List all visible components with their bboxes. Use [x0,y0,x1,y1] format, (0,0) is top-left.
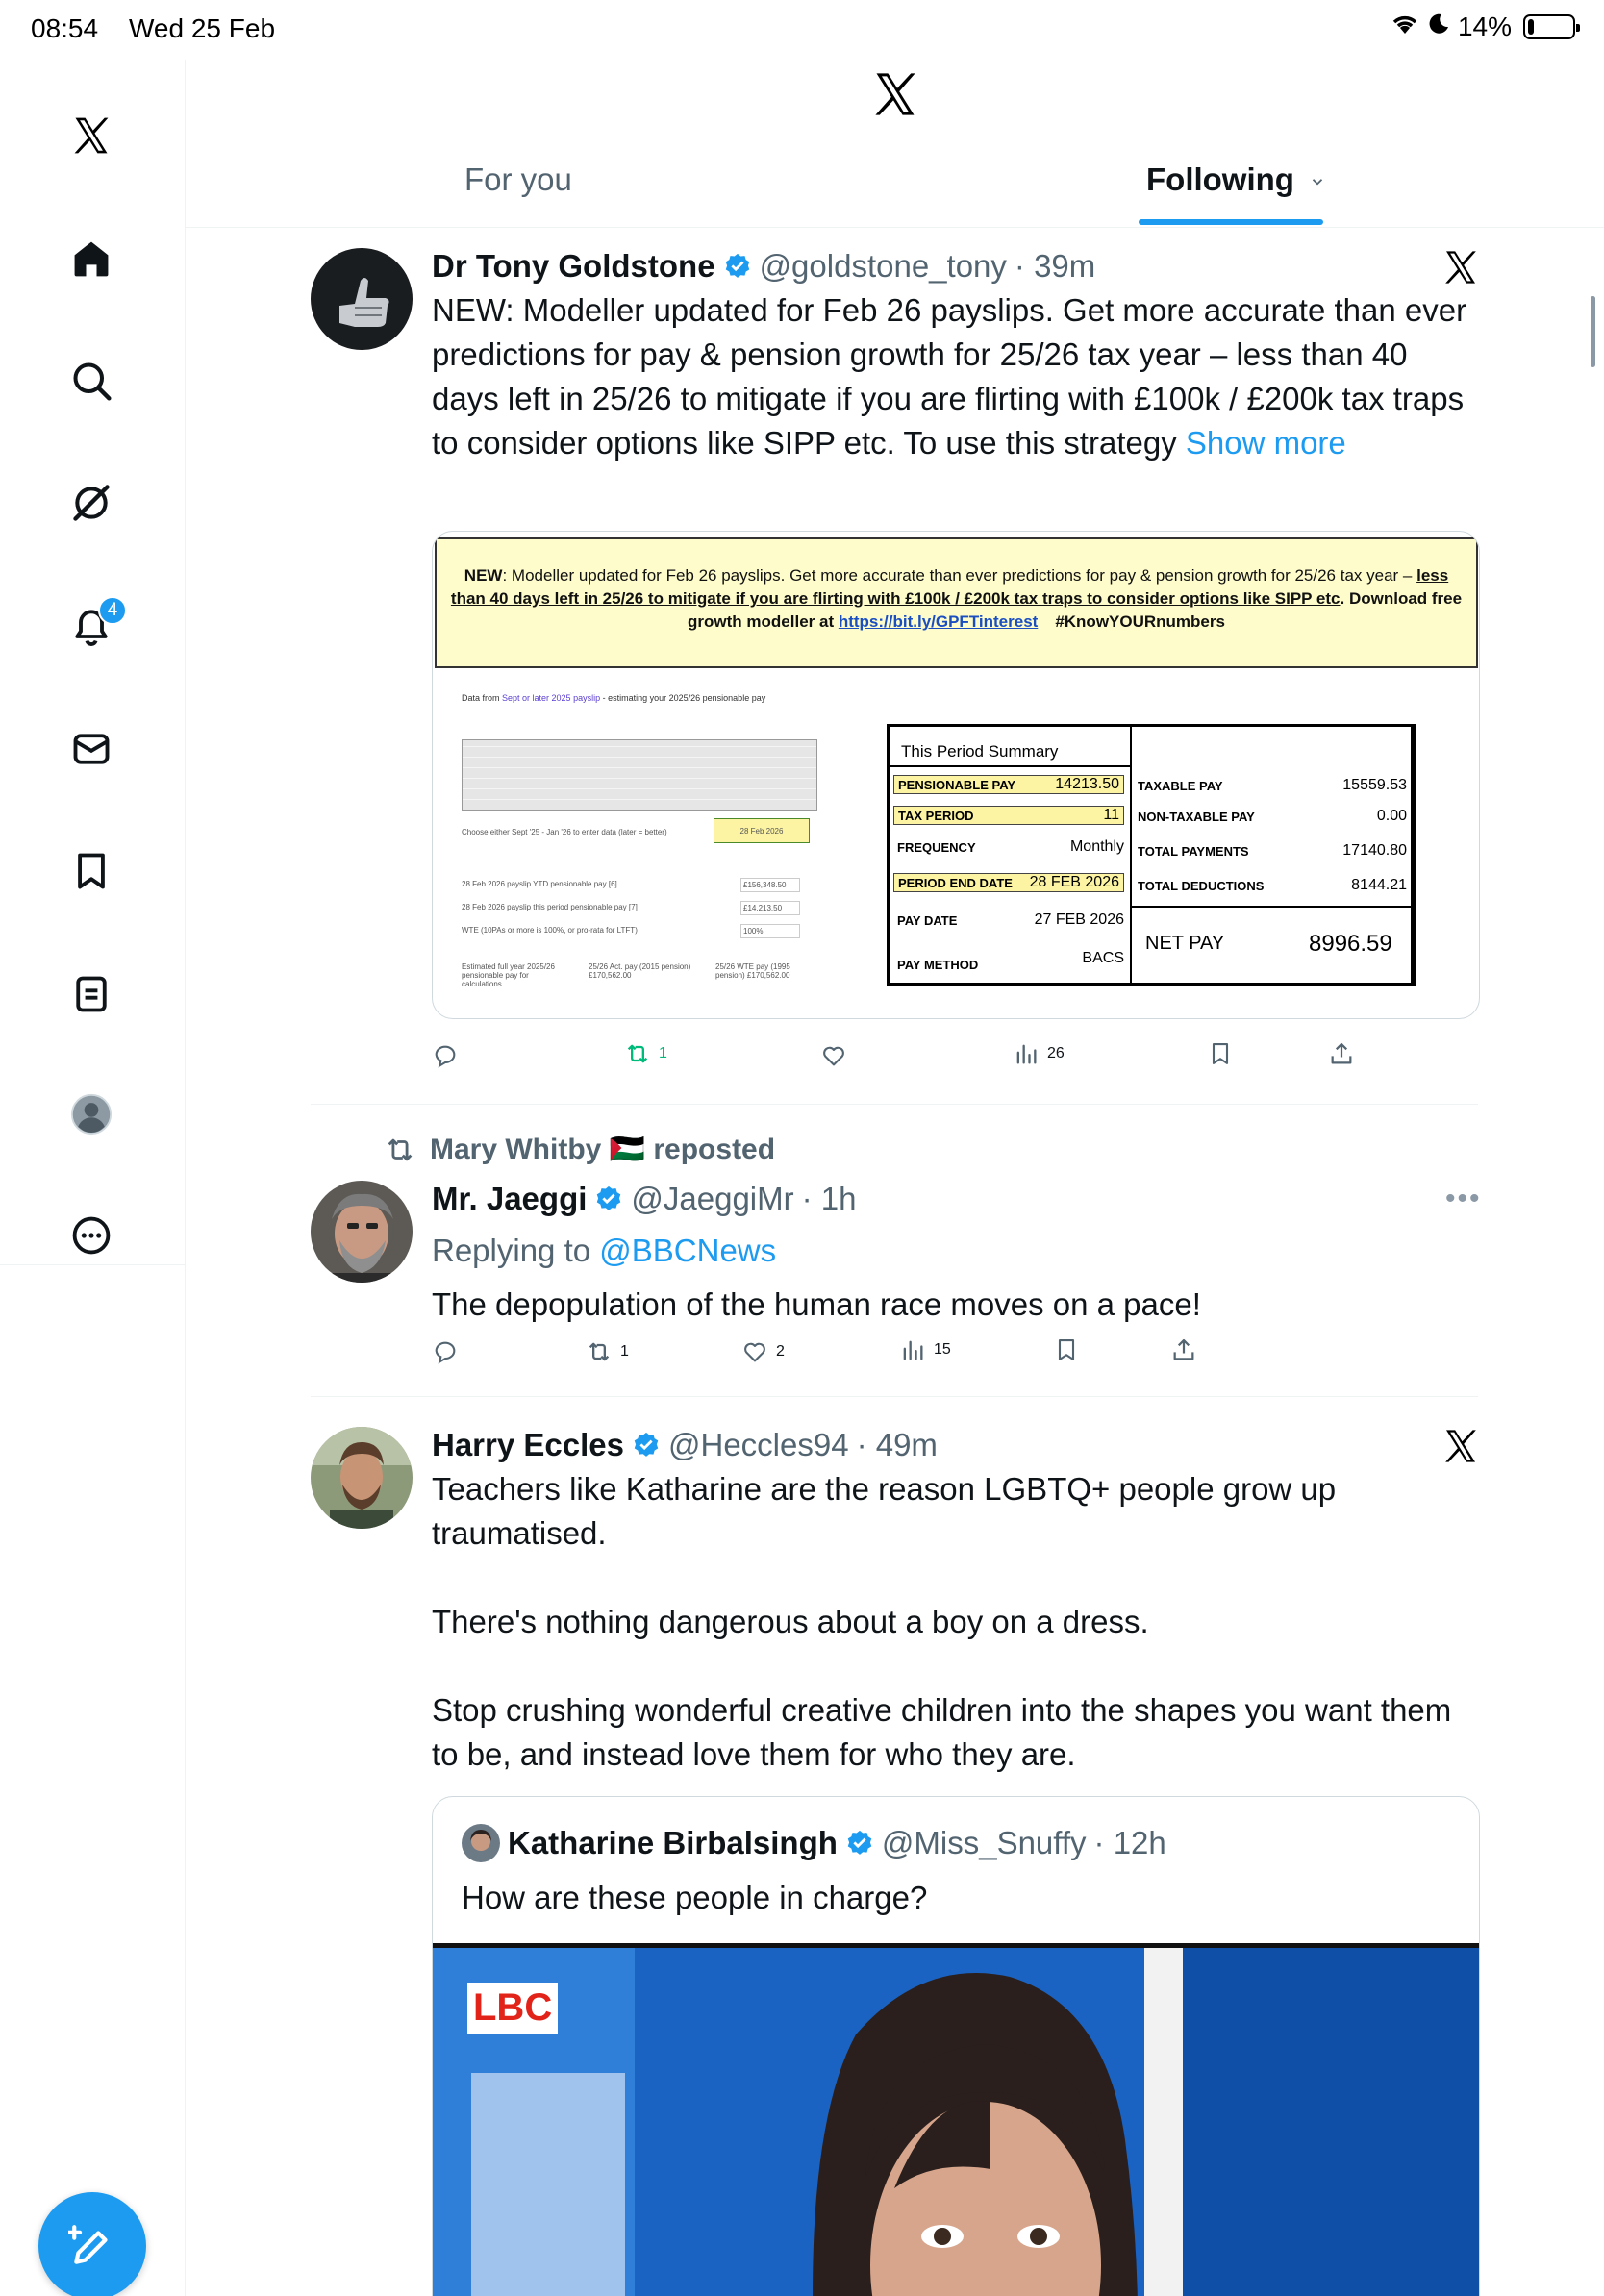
share-icon [1170,1336,1197,1363]
reply-button[interactable] [432,1042,459,1069]
post-timestamp[interactable]: · 39m [1014,248,1096,284]
wifi-icon [1391,12,1419,42]
lists-icon[interactable] [63,966,119,1022]
note-hashtag: #KnowYOURnumbers [1055,612,1225,631]
retweet-button[interactable] [586,1338,629,1365]
battery-icon [1523,14,1575,39]
post-media-image[interactable] [432,531,1480,1019]
payslip-row: PAY METHOD BACS [897,950,1124,972]
x-source-icon [1441,1427,1480,1465]
x-logo-icon[interactable] [63,108,119,163]
status-date: Wed 25 Feb [129,13,276,43]
retweet-count: 1 [620,1343,629,1360]
post-separator [311,1396,1478,1397]
author-name[interactable]: Mr. Jaeggi [432,1181,588,1216]
repost-context [384,1133,775,1166]
tab-active-indicator [1139,219,1323,225]
home-icon[interactable] [63,231,119,287]
status-bar [0,0,1604,60]
woman-portrait-image [779,1948,1183,2296]
like-button[interactable] [820,1042,847,1069]
views-count: 15 [934,1341,951,1358]
quoted-post[interactable] [432,1796,1480,2296]
thumbs-up-avatar-image [311,248,413,350]
scrollbar[interactable] [1591,296,1595,367]
sheet-grid [462,739,817,811]
timeline-tabs [186,144,1604,228]
note-bold: less than 40 days left in 25/26 to mitigate if you are flirting with £100k / £200k tax traps to consider options like SIPP etc [450,566,1449,608]
quoted-post-header [462,1824,1166,1862]
tab-following-label: Following [1146,162,1294,197]
status-time: 08:54 [31,13,99,43]
replying-to-link[interactable]: @BBCNews [599,1233,777,1268]
net-pay-label: NET PAY [1145,933,1225,954]
sheet-title: Data from Sept or later 2025 payslip - estimating your 2025/26 pensionable pay [462,693,766,703]
retweet-count: 1 [659,1045,667,1061]
share-button[interactable] [1170,1336,1197,1363]
bookmark-button[interactable] [1207,1040,1234,1067]
sheet-row1-value: £156,348.50 [740,878,800,892]
repost-by[interactable]: Mary Whitby 🇵🇸 reposted [430,1134,776,1165]
quoted-media-image[interactable] [433,1943,1480,2296]
bookmark-button[interactable] [1053,1336,1080,1363]
sheet-foot3: 25/26 WTE pay (1995 pension) £170,562.00 [715,962,790,980]
note-lead: NEW [464,566,503,585]
battery-level [1528,19,1534,35]
header-x-logo-icon[interactable] [870,69,920,119]
views-chart-icon [1013,1040,1040,1067]
views-chart-icon [899,1336,926,1363]
post-header [432,1181,857,1217]
views-button[interactable] [899,1336,951,1363]
post-jaeggi[interactable] [311,1133,1482,1373]
quoted-author-handle[interactable]: @Miss_Snuffy [881,1825,1087,1860]
media-note-banner [435,537,1478,668]
lbc-logo-text: LBC [467,1983,558,2034]
heart-icon [820,1042,847,1069]
sheet-row1: 28 Feb 2026 payslip YTD pensionable pay [6] [462,880,617,888]
tab-following[interactable] [1146,162,1326,198]
compose-icon [68,2222,116,2270]
battery-percent: 14% [1457,12,1512,41]
post-text: Teachers like Katharine are the reason LGBTQ+ people grow up traumatised. There's nothing dangerous about a boy on a dress. Stop crushing wonderful creative children into the shapes you want them to be, and instead love them for who they are. [432,1471,1452,1772]
more-options-icon[interactable] [63,1208,119,1263]
repost-icon [384,1134,416,1166]
quoted-text: How are these people in charge? [462,1880,928,1915]
bookmarks-icon[interactable] [63,843,119,899]
retweet-icon [624,1040,651,1067]
payslip-row: TOTAL PAYMENTS 17140.80 [1138,842,1407,859]
payslip-row: PERIOD END DATE 28 FEB 2026 [893,873,1124,892]
avatar[interactable] [311,248,413,350]
post-text: The depopulation of the human race moves on a pace! [432,1286,1201,1322]
payslip-row: FREQUENCY Monthly [897,838,1124,855]
author-name[interactable]: Harry Eccles [432,1427,624,1462]
replying-prefix: Replying to [432,1233,600,1268]
sheet-date: 28 Feb 2026 [714,818,810,843]
like-count: 2 [776,1343,785,1360]
payslip-summary [887,724,1416,986]
retweet-icon [586,1338,613,1365]
sidebar-nav [0,60,186,2296]
note-download: . Download free growth modeller at [688,589,1463,631]
note-link: https://bit.ly/GPFTinterest [838,612,1039,631]
reply-icon [432,1338,459,1365]
author-name[interactable]: Dr Tony Goldstone [432,248,715,284]
post-text [432,288,1480,465]
bookmark-icon [1207,1040,1234,1067]
verified-badge-icon [723,252,752,281]
profile-avatar-icon[interactable] [63,1086,119,1142]
compose-post-button[interactable] [38,2192,146,2296]
x-source-icon [1441,248,1480,287]
spreadsheet-thumbnail [462,693,885,1019]
post-goldstone[interactable] [311,248,1479,1104]
author-handle[interactable]: @goldstone_tony [759,248,1007,284]
verified-badge-icon [632,1431,661,1460]
heart-icon [741,1338,768,1365]
author-handle[interactable]: @JaeggiMr [631,1181,794,1216]
moon-icon [1427,12,1450,42]
bookmark-icon [1053,1336,1080,1363]
payslip-title: This Period Summary [890,727,1130,767]
post-body: NEW: Modeller updated for Feb 26 payslips. Get more accurate than ever predictions for pay & pension growth for 25/26 tax year – less than 40 days left in 25/26 to mitigate if you are flirting with £100k / £200k tax traps to consider options like SIPP etc. To use this strategy [432,292,1467,461]
post-timestamp[interactable]: · 49m [856,1427,938,1462]
chevron-down-icon [1309,173,1326,190]
more-options-button[interactable]: ••• [1445,1183,1482,1214]
views-button[interactable] [1013,1040,1065,1067]
reply-button[interactable] [432,1338,459,1365]
payslip-row: NON-TAXABLE PAY 0.00 [1138,808,1407,824]
like-button[interactable] [741,1338,785,1365]
payslip-row: TAX PERIOD 11 [893,806,1124,825]
avatar [462,1824,500,1862]
status-indicators [1391,12,1575,42]
verified-badge-icon [845,1829,874,1858]
sheet-foot1: Estimated full year 2025/26 pensionable pay for calculations [462,962,555,988]
payslip-row: PAY DATE 27 FEB 2026 [897,911,1124,928]
tab-for-you[interactable]: For you [464,162,572,197]
avatar[interactable] [311,1181,413,1283]
sheet-row3-value: 100% [740,924,800,938]
sidebar-divider [0,1264,185,1265]
quoted-author-name[interactable]: Katharine Birbalsingh [508,1825,838,1860]
notifications-bell-icon[interactable] [63,598,119,654]
share-icon [1328,1040,1355,1067]
grok-icon[interactable] [63,475,119,531]
views-count: 26 [1047,1045,1065,1061]
sheet-row2: 28 Feb 2026 payslip this period pensionable pay [7] [462,903,638,911]
share-button[interactable] [1328,1040,1355,1067]
sheet-choose: Choose either Sept '25 - Jan '26 to enter data (later = better) [462,828,667,836]
post-eccles[interactable] [311,1427,1479,2296]
post-header [432,1427,938,1463]
show-more-link[interactable]: Show more [1185,425,1346,461]
sheet-foot2: 25/26 Act. pay (2015 pension) £170,562.00 [589,962,691,980]
sheet-row3: WTE (10PAs or more is 100%, or pro-rata for LTFT) [462,926,638,935]
search-icon[interactable] [63,353,119,409]
man-portrait-avatar-image [311,1427,413,1529]
reply-icon [432,1042,459,1069]
quoted-timestamp[interactable]: · 12h [1093,1825,1166,1860]
verified-badge-icon [594,1185,623,1213]
notification-badge: 4 [98,596,127,625]
sheet-row2-value: £14,213.50 [740,901,800,915]
post-separator [311,1104,1478,1105]
post-header [432,248,1095,285]
author-handle[interactable]: @Heccles94 [667,1427,849,1462]
avatar[interactable] [311,1427,413,1529]
lbc-logo [467,1983,558,2034]
note-line: : Modeller updated for Feb 26 payslips. Get more accurate than ever predictions for pay & pension growth for 25/26 tax year – [502,566,1417,585]
payslip-row: TAXABLE PAY 15559.53 [1138,777,1407,793]
replying-to [432,1229,1480,1273]
payslip-row: PENSIONABLE PAY 14213.50 [893,775,1124,794]
messages-icon[interactable] [63,721,119,777]
payslip-row: TOTAL DEDUCTIONS 8144.21 [1138,877,1407,893]
man-portrait-avatar-image [311,1181,413,1283]
post-timestamp[interactable]: · 1h [801,1181,857,1216]
retweet-button[interactable] [624,1040,667,1067]
net-pay-value: 8996.59 [1309,931,1392,957]
